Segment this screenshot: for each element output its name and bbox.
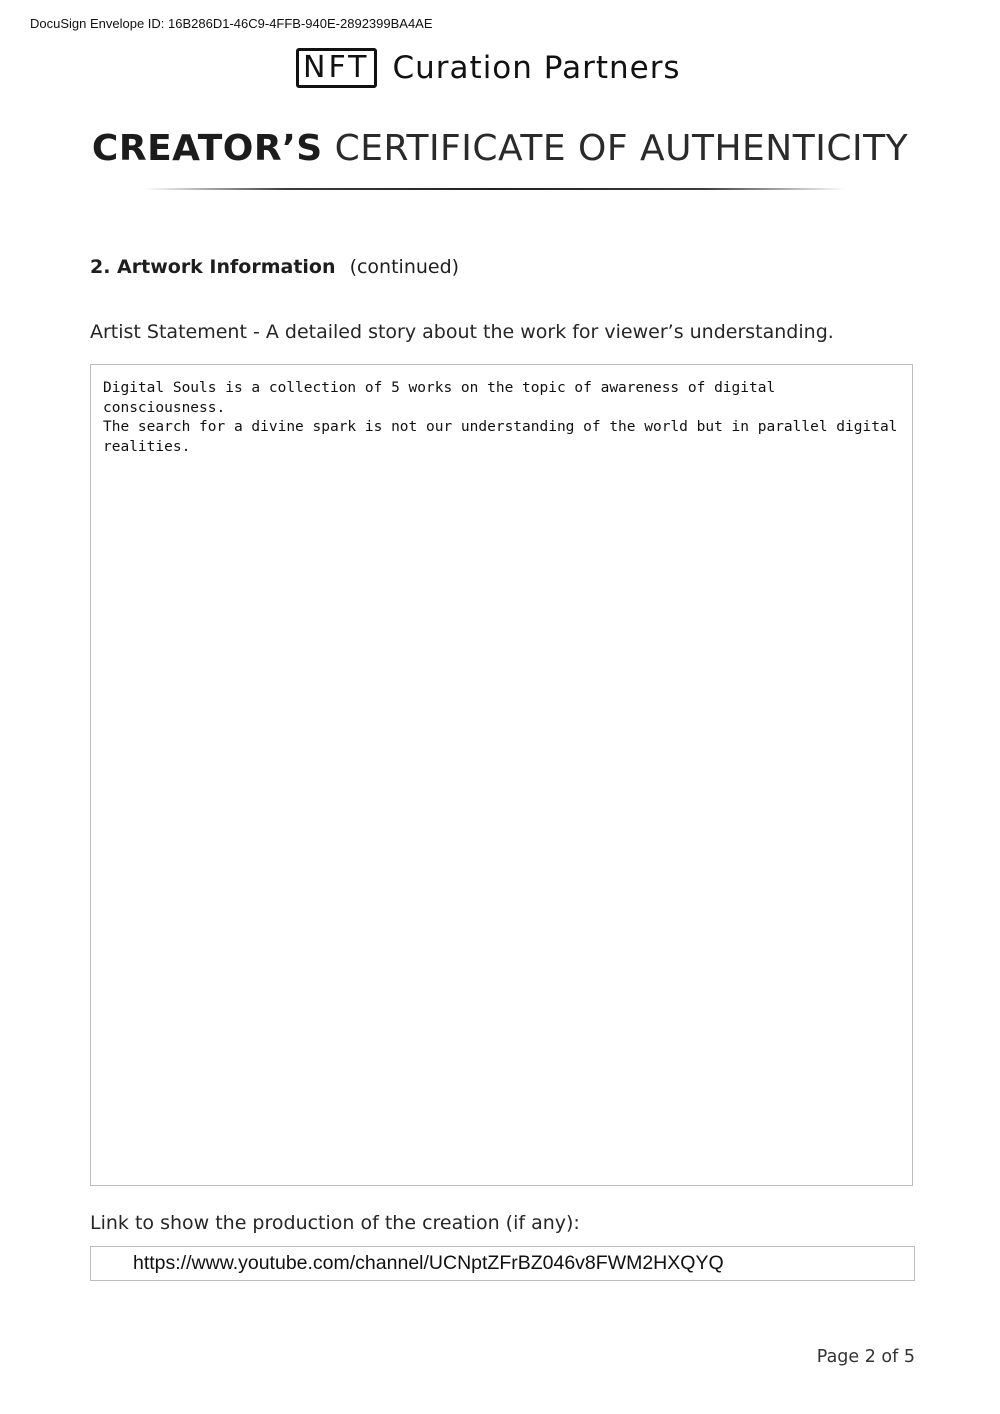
- logo-nft-box: NFT: [296, 48, 377, 88]
- artist-statement-field[interactable]: [90, 364, 913, 1186]
- production-link-field[interactable]: [90, 1246, 915, 1281]
- logo-name: Curation Partners: [392, 50, 681, 86]
- section-suffix: (continued): [349, 256, 460, 278]
- artist-statement-label: Artist Statement - A detailed story about the work for viewer’s understanding.: [90, 321, 834, 343]
- production-link-value[interactable]: https://www.youtube.com/channel/UCNptZFrBZ046v8FWM2HXQYQ: [133, 1252, 724, 1274]
- section-title: 2. Artwork Information: [90, 256, 336, 278]
- title-rest: CERTIFICATE OF AUTHENTICITY: [334, 128, 909, 169]
- production-link-label: Link to show the production of the creation (if any):: [90, 1212, 580, 1234]
- artist-statement-text: Digital Souls is a collection of 5 works on the topic of awareness of digital consciousness. The search for a divine spark is not our understanding of the world but in parallel digital realities.: [103, 380, 898, 455]
- nft-curation-partners-logo: [296, 48, 681, 88]
- title-bold-part: CREATOR’S: [91, 128, 323, 169]
- certificate-title: [0, 128, 1000, 169]
- envelope-id: DocuSign Envelope ID: 16B286D1-46C9-4FFB-940E-2892399BA4AE: [30, 16, 433, 31]
- title-divider: [145, 188, 845, 190]
- section-heading: [90, 256, 459, 278]
- page-number: Page 2 of 5: [816, 1347, 915, 1367]
